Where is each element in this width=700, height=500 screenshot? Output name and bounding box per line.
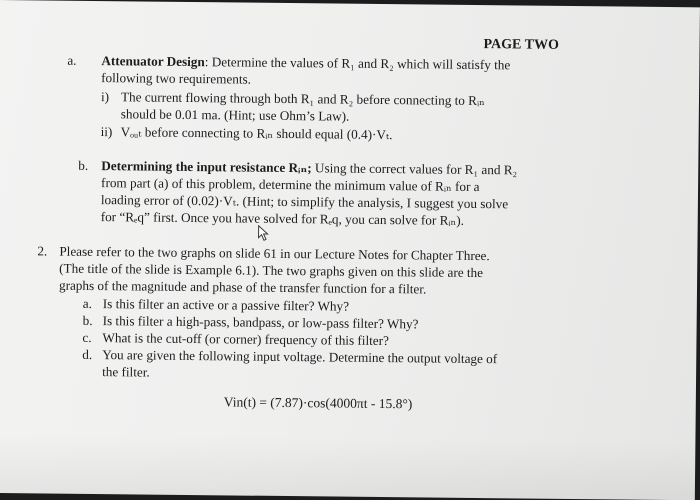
q2-item-c: What is the cut-off (or corner) frequency of this filter? — [102, 330, 390, 349]
q1b-marker: b. — [78, 157, 89, 173]
input-voltage-formula: Vin(t) = (7.87)·cos(4000πt - 15.8°) — [223, 394, 413, 412]
q2-item-a-marker: a. — [82, 295, 93, 311]
q1a-line2: following two requirements. — [101, 70, 252, 87]
q1a-marker: a. — [67, 52, 77, 68]
q2-item-b-marker: b. — [82, 312, 93, 328]
q1a-ii-marker: ii) — [100, 124, 113, 140]
q2-line2: (The title of the slide is Example 6.1). The two graphs given on this slide are the — [59, 260, 484, 281]
q2-item-b: Is this filter a high-pass, bandpass, or low-pass filter? Why? — [102, 313, 419, 332]
q2-item-a: Is this filter an active or a passive filter? Why? — [102, 296, 350, 314]
page-header: PAGE TWO — [483, 37, 559, 53]
q1b-title: Determining the input resistance Rᵢₙ; — [101, 158, 312, 176]
q2-line3: graphs of the magnitude and phase of the transfer function for a filter. — [58, 277, 427, 297]
q1b-line4: for “Rₑq” first. Once you have solved for Rₑq, you can solve for Rᵢₙ). — [100, 209, 465, 228]
q1b-text1: Using the correct values for R₁ and R₂ — [311, 160, 518, 178]
q1a-text1: : Determine the values of R₁ and R₂ which will satisfy the — [204, 54, 511, 73]
q1a-i-line2: should be 0.01 ma. (Hint; use Ohm’s Law). — [120, 106, 350, 124]
q2-marker: 2. — [37, 243, 48, 259]
page-shadow — [0, 433, 695, 500]
q1b-line3: loading error of (0.02)·Vₜ. (Hint; to simplify the analysis, I suggest you solve — [100, 192, 509, 212]
q2-line1: Please refer to the two graphs on slide 61 in our Lecture Notes for Chapter Three. — [59, 243, 490, 264]
q1a-i-marker: i) — [100, 89, 110, 105]
q2-item-d: You are given the following input voltage. Determine the output voltage of — [102, 347, 498, 367]
q2-item-c-marker: c. — [82, 329, 92, 345]
q1a-i-line1: The current flowing through both R₁ and R₂ before connecting to Rᵢₙ — [120, 89, 485, 109]
q2-item-d-cont: the filter. — [102, 364, 150, 380]
q1a-ii-line: Vₒᵤₜ before connecting to Rᵢₙ should equal (0.4)·Vₜ. — [120, 124, 393, 143]
q2-item-d-marker: d. — [82, 346, 93, 362]
q1a-title: Attenuator Design — [101, 53, 205, 70]
q1b-line2: from part (a) of this problem, determine the minimum value of Rᵢₙ for a — [101, 175, 480, 195]
mouse-pointer-icon — [257, 225, 269, 242]
